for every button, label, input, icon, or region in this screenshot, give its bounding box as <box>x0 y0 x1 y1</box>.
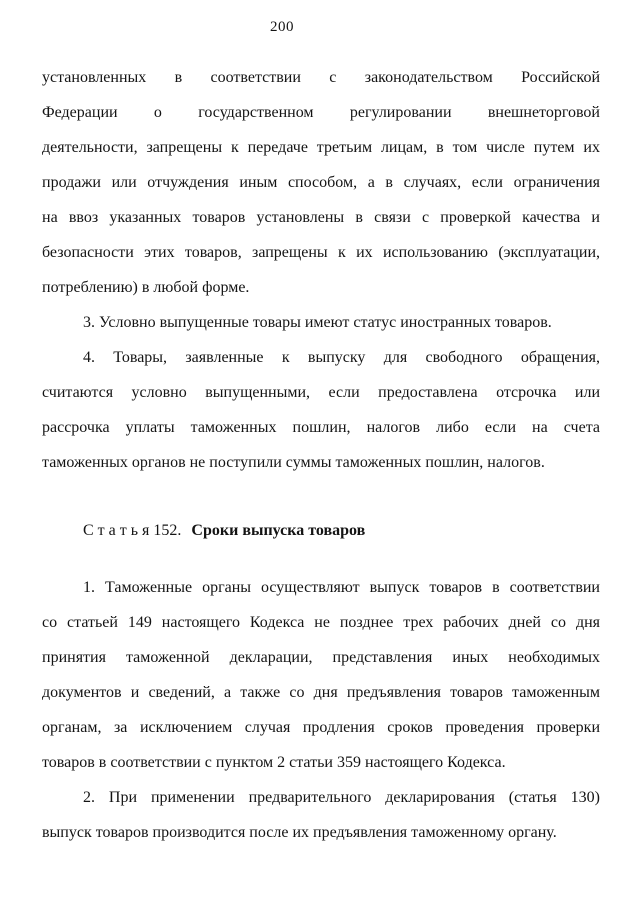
text-line: принятия таможенной декларации, представления иных необходимых <box>42 649 600 666</box>
paragraph <box>42 305 600 340</box>
text-line: на ввоз указанных товаров установлены в связи с проверкой качества и <box>42 209 600 226</box>
text-line: 1. Таможенные органы осуществляют выпуск товаров в соответствии <box>83 579 600 596</box>
text-line: потреблению) в любой форме. <box>42 279 250 296</box>
text-line: Федерации о государственном регулировании внешнеторговой <box>42 104 600 121</box>
page-number: 200 <box>270 19 294 35</box>
paragraph <box>42 780 600 850</box>
text-section-after-heading <box>42 570 600 850</box>
text-line: товаров в соответствии с пунктом 2 статьи 359 настоящего Кодекса. <box>42 754 506 771</box>
text-line: таможенных органов не поступили суммы таможенных пошлин, налогов. <box>42 454 545 471</box>
page-content <box>42 60 600 850</box>
text-line: продажи или отчуждения иным способом, а в случаях, если ограничения <box>42 174 600 191</box>
text-line: 3. Условно выпущенные товары имеют статус иностранных товаров. <box>83 314 552 331</box>
text-line: деятельности, запрещены к передаче третьим лицам, в том числе путем их <box>42 139 600 156</box>
text-line: 4. Товары, заявленные к выпуску для свободного обращения, <box>83 349 600 366</box>
text-line: выпуск товаров производится после их предъявления таможенному органу. <box>42 824 557 841</box>
text-line: документов и сведений, а также со дня предъявления товаров таможенным <box>42 684 600 701</box>
text-line: считаются условно выпущенными, если предоставлена отсрочка или <box>42 384 600 401</box>
text-line: установленных в соответствии с законодательством Российской <box>42 69 600 86</box>
text-line: органам, за исключением случая продления сроков проведения проверки <box>42 719 600 736</box>
paragraph <box>42 570 600 780</box>
paragraph <box>42 340 600 480</box>
article-title: Сроки выпуска товаров <box>191 522 366 539</box>
text-line: безопасности этих товаров, запрещены к их использованию (эксплуатации, <box>42 244 600 261</box>
text-section-before-heading <box>42 60 600 480</box>
article-number-label: С т а т ь я 152. <box>83 522 182 539</box>
text-line: со статьей 149 настоящего Кодекса не позднее трех рабочих дней со дня <box>42 614 600 631</box>
paragraph <box>42 60 600 305</box>
article-heading <box>42 513 600 548</box>
text-line: рассрочка уплаты таможенных пошлин, налогов либо если на счета <box>42 419 600 436</box>
text-line: 2. При применении предварительного декларирования (статья 130) <box>83 789 600 806</box>
